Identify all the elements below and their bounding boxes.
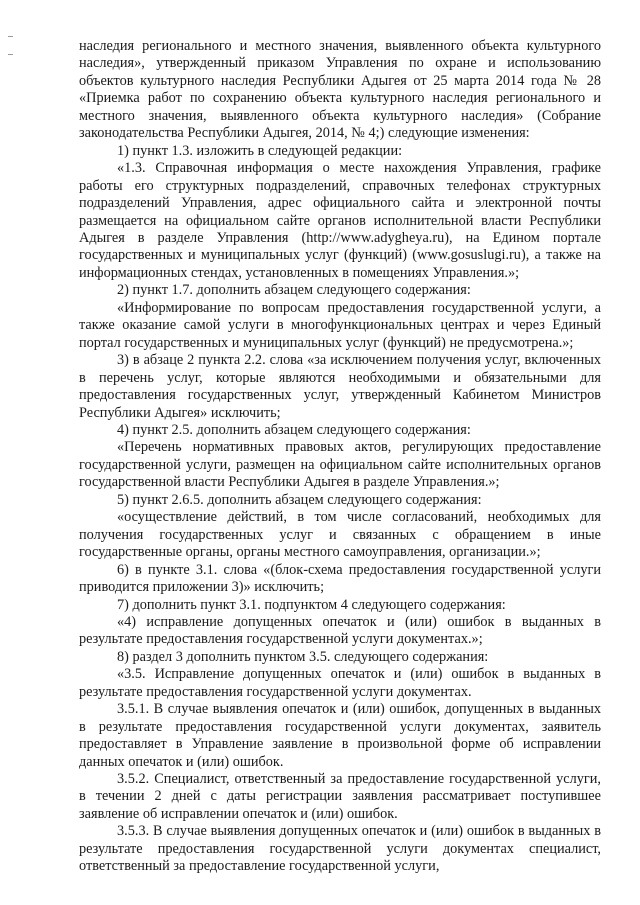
paragraph-3-5-1: 3.5.1. В случае выявления опечаток и (или) ошибок, допущенных в выданных в результате предоставления государственной услуги документах, заявитель предоставляет в Управление заявление в произвольной форме об исправлении данных опечаток и (или) ошибок. <box>79 701 601 770</box>
paragraph-quote-3-1-4: «4) исправление допущенных опечаток и (или) ошибок в выданных в результате предоставления государственной услуги документах.»; <box>79 613 601 648</box>
paragraph-item-8: 8) раздел 3 дополнить пунктом 3.5. следующего содержания: <box>117 648 489 665</box>
paragraph-quote-1-3: «1.3. Справочная информация о месте нахождения Управления, графике работы его структурных подразделений, справочных телефонах структурных подразделений Управления, адрес официального сайта и электронной почты размещается на официальном сайте органов исполнительной власти Республики Адыгея в разделе Управления (http://www.adygheya.ru), на Едином портале государственных и муниципальных услуг (функций) (www.gosuslugi.ru), а также на информационных стендах, установленных в помещениях Управления.»; <box>79 160 601 281</box>
paragraph-quote-3-5: «3.5. Исправление допущенных опечаток и (или) ошибок в выданных в результате предоставления государственной услуги документах. <box>79 666 601 700</box>
paragraph-item-3: 3) в абзаце 2 пункта 2.2. слова «за исключением получения услуг, включенных в перечень услуг, которые являются необходимыми и обязательными для предоставления государственных услуг, утвержденный Кабинетом Министров Республики Адыгея» исключить; <box>79 352 601 421</box>
paragraph-3-5-2: 3.5.2. Специалист, ответственный за предоставление государственной услуги, в течении 2 дней с даты регистрации заявления рассматривает поступившее заявление об исправлении опечаток и (или) ошибок. <box>79 771 601 822</box>
scan-margin-mark <box>8 36 13 37</box>
paragraph-item-2: 2) пункт 1.7. дополнить абзацем следующего содержания: <box>117 282 471 299</box>
paragraph-item-5: 5) пункт 2.6.5. дополнить абзацем следующего содержания: <box>117 491 482 508</box>
paragraph-item-7: 7) дополнить пункт 3.1. подпунктом 4 следующего содержания: <box>117 596 506 613</box>
paragraph-continuation: наследия регионального и местного значения, выявленного объекта культурного наследия», утвержденный приказом Управления по охране и использованию объектов культурного наследия Республики Адыгея от 25 марта 2014 года № 28 «Приемка работ по сохранению объекта культурного наследия регионального и местного значения, выявленного объекта культурного наследия» (Собрание законодательства Республики Адыгея, 2014, № 4;) следующие изменения: <box>79 38 601 142</box>
paragraph-item-6: 6) в пункте 3.1. слова «(блок-схема предоставления государственной услуги приводится приложении 3)» исключить; <box>79 561 601 596</box>
paragraph-item-4: 4) пункт 2.5. дополнить абзацем следующего содержания: <box>117 421 471 438</box>
paragraph-item-1: 1) пункт 1.3. изложить в следующей редакции: <box>117 142 403 159</box>
scan-margin-mark <box>8 54 13 55</box>
paragraph-quote-2-5: «Перечень нормативных правовых актов, регулирующих предоставление государственной услуги, размещен на официальном сайте исполнительных органов государственной власти Республики Адыгея в разделе Управления.»; <box>79 439 601 491</box>
paragraph-3-5-3: 3.5.3. В случае выявления допущенных опечаток и (или) ошибок в выданных в результате предоставления государственной услуги документах специалист, ответственный за предоставление государственной услуги, <box>79 823 601 875</box>
document-body <box>79 38 601 876</box>
paragraph-quote-1-7: «Информирование по вопросам предоставления государственной услуги, а также оказание самой услуги в многофункциональных центрах и через Единый портал государственных и муниципальных услуг (функций) не предусмотрена.»; <box>79 299 601 351</box>
paragraph-quote-2-6-5: «осуществление действий, в том числе согласований, необходимых для получения государственных услуг и связанных с обращением в иные государственные органы, органы местного самоуправления, организации.»; <box>79 509 601 561</box>
